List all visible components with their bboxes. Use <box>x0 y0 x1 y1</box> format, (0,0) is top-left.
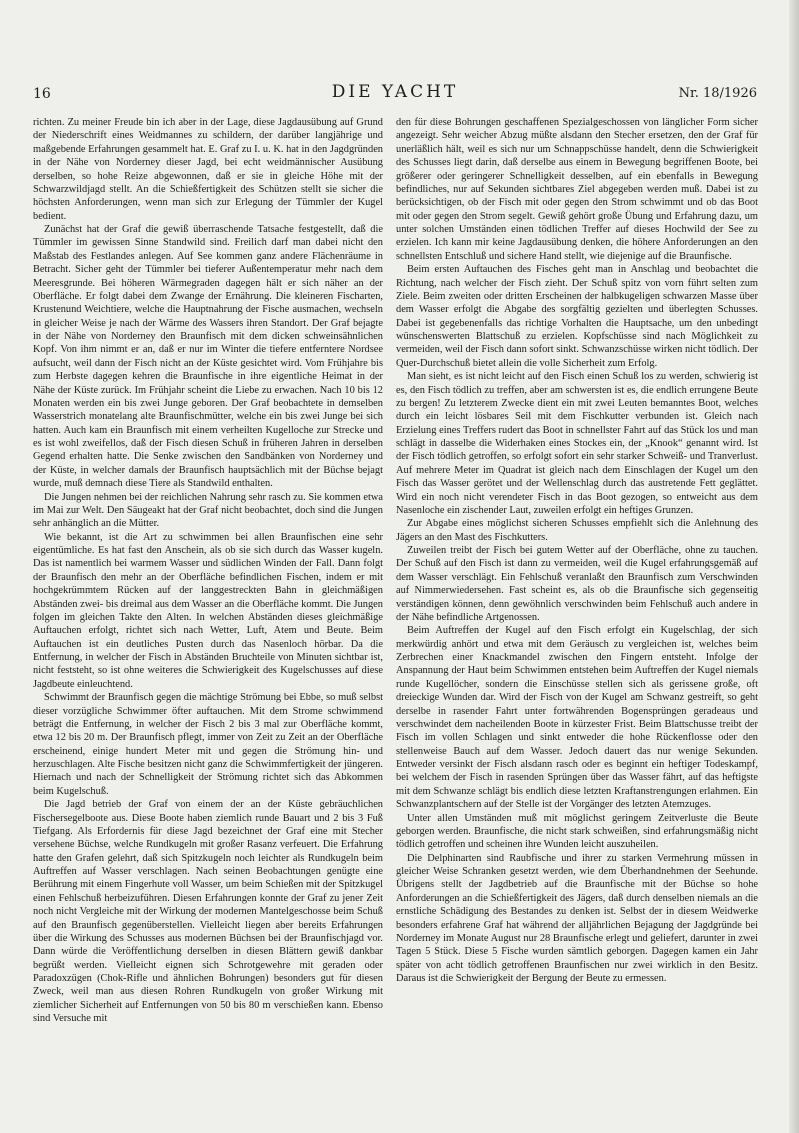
paragraph: Die Delphinarten sind Raubfische und ihrer zu starken Vermehrung müssen in gleicher Weise Schranken gesetzt werden, wie dem Überhandnehmen der Seehunde. Übrigens stellt der Jagdbetrieb auf die Braunfische mit der Büchse so hohe Anforderungen an die Schießfertigkeit des Jägers, daß durch denselben niemals an die ernstliche Schädigung des Bestandes zu denken ist. Selbst der in diesem Weidwerke besonders erfahrene Graf hat während der alljährlichen Bejagung der Jagdgründe bei Norderney im Monate August nur 28 Braunfische erlegt und geliefert, darunter in zwei Tagen 5 Stück. Diese 5 Fische wurden sämtlich geborgen. Dagegen kamen ein Jahr später von acht tödlich getroffenen Braunfischen nur zwei wirklich in den Besitz. Daraus ist die Schwierigkeit der Bergung der Beute zu ermessen. <box>396 852 758 984</box>
paragraph: richten. Zu meiner Freude bin ich aber in der Lage, diese Jagdausübung auf Grund der Niederschrift eines Weidmannes zu schildern, der darüber langjährige und maßgebende Erfahrungen gesammelt hat. E. Graf zu I. u. K. hat in den Jagdgründen in der Nähe von Norderney dieser Jagd, bei echt weidmännischer Ausübung derselben, so hohe Reize abgewonnen, daß er sie in gleiche Höhe mit der Schwarzwildjagd stellt. An die Schießfertigkeit des Schützen stellt sie sicher die höchsten Anforderungen, wenn man sich zur Erlegung der Tümmler der Kugel bedient. <box>33 117 383 222</box>
page-header <box>33 82 757 108</box>
paragraph: Zunächst hat der Graf die gewiß überraschende Tatsache festgestellt, daß die Tümmler im gewissen Sinne Standwild sind. Freilich darf man dabei nicht den Maßstab des Festlandes anlegen. Auf See kommen ganz andere Flächenräume in Betracht. Sicher geht der Tümmler bei tieferer Außentemperatur mehr nach dem Meeresgrunde. Bei höheren Wärmegraden dagegen hält er sich näher an der Oberfläche. Er folgt dabei dem Zwange der Ernährung. Die kleineren Fischarten, Krustenund Weichtiere, welche die Hauptnahrung der Fische ausmachen, wechseln in gleicher Weise je nach der Wärme des Wassers ihren Standort. Der Graf bejagte in der Nähe von Norderney den Braunfisch mit dem dicken schweinsähnlichen Kopf. Von ihm nimmt er an, daß er nur im Winter die tiefere entferntere Nordsee aufsucht, weil dann der Fisch nicht an der Küste gesichtet wird. Vom Frühjahre bis zum Herbste dagegen kehren die Braunfische in ihre eigentliche Heimat in der Nähe der Küste zurück. Im Frühjahr scheint die Liebe zu erwachen. Nach 10 bis 12 Monaten werden ein bis zwei Junge geboren. Der Graf beobachtete in demselben Wasserstrich monatelang alte Braunfischmütter, welche ein bis zwei Junge bei sich hatten. Auch kam ein Braunfisch mit einem verheilten Kugelloche zur Strecke und es ist wohl zweifellos, daß der Fisch diesen Schuß in früheren Jahren in derselben Gegend erhalten hatte. Die Senke zwischen den Sandbänken von Norderney und der Küste, in welcher damals der Braunfisch hauptsächlich mit der Büchse bejagt wurde, muß demnach diese Tiere als Standwild enthalten. <box>33 224 383 490</box>
paragraph: den für diese Bohrungen geschaffenen Spezialgeschossen von länglicher Form sicher angezeigt. Sehr weicher Abzug müßte alsdann den Stecher ersetzen, den der Graf für unerläßlich hält, weil es sich nur um Schnappschüsse handelt, denn die Schwierigkeit des Schusses liegt darin, daß derselbe aus einem in Bewegung begriffenen Boote, bei größerer oder geringerer Schnelligkeit desselben, auf ein ebenfalls in Bewegung befindliches, nur auf Sekunden sichtbares Ziel abgegeben werden muß. Dabei ist zu berücksichtigen, ob der Fisch mit oder gegen den Strom schwimmt und ob das Boot mit oder gegen den Strom segelt. Gewiß gehört große Übung und Erfahrung dazu, um unter solchen Umständen einen tödlichen Treffer auf dieses Hochwild der See zu erzielen. Ich kann mir keine Jagdausübung denken, die höhere Anforderungen an den schnellsten Entschluß und sichere Hand stellt, wie diejenige auf die Braunfische. <box>396 117 758 262</box>
page-number: 16 <box>33 86 51 102</box>
paragraph: Die Jungen nehmen bei der reichlichen Nahrung sehr rasch zu. Sie kommen etwa im Mai zur Welt. Den Säugeakt hat der Graf nicht beobachtet, doch sind die Jungen sehr anhänglich an die Mütter. <box>33 491 383 530</box>
paragraph: Wie bekannt, ist die Art zu schwimmen bei allen Braunfischen eine sehr eigentümliche. Es hat fast den Anschein, als ob sie sich durch das Wasser kugeln. Das ist namentlich bei warmem Wasser und südlichen Winden der Fall. Dann folgt der Braunfisch den mehr an der Oberfläche befindlichen Fischen, indem er mit hochgekrümmtem Rücken auf der langgestreckten Bahn in gleichmäßigen Abständen zwei- bis dreimal aus dem Wasser an die Oberfläche kommt. Die Jungen folgen im gleichen Takte den Alten. In welchen Abständen dieses gleichmäßige Auftauchen erfolgt, richtet sich nach Wetter, Luft, Atem und Beute. Beim Auftauchen ist ein deutliches Pusten durch das Nasenloch hörbar. Da die Entfernung, in welcher der Fisch in Abständen Bruchteile von Minuten sichtbar ist, nicht feststeht, so ist ohne weiteres die Schwierigkeit des Kugelschusses auf diese Jagdbeute einleuchtend. <box>33 531 383 690</box>
paragraph: Beim Auftreffen der Kugel auf den Fisch erfolgt ein Kugelschlag, der sich merkwürdig anhört und etwa mit dem Geräusch zu vergleichen ist, welches beim Zerbrechen einer Knackmandel zwischen den Fingern entsteht. Infolge der Anspannung der Haut beim Schwimmen entstehen beim Auftreffen der Kugel niemals runde Kugellöcher, sondern die Einschüsse stellen sich als gerissene große, oft dreieckige Wunden dar. Wird der Fisch von der Kugel am Schwanz gestreift, so geht derselbe in rasender Fahrt unter fortwährenden Bogensprüngen geradeaus und verschwindet dem nacheilenden Boote in kürzester Frist. Beim Blattschusse treibt der Fisch im vollen Schlagen und sinkt entweder die hohe Rückenflosse oder den stellenweise Bauch auf dem Wasser. Jedoch dauert das nur wenige Sekunden. Entweder versinkt der Fisch alsdann rasch oder es beginnt ein heftiger Todeskampf, bei welchem der Fisch in rasenden Sprüngen über das Wasser fährt, auf das heftigste mit dem Schwanze schlägt bis endlich diese letzten Kraftanstrengungen erlahmen. Ein Schwanzplantschern auf der Stelle ist der Vorgänger des letzten Atemzuges. <box>396 625 758 811</box>
article-column-right <box>396 116 758 1116</box>
paragraph: Schwimmt der Braunfisch gegen die mächtige Strömung bei Ebbe, so muß selbst dieser vorzügliche Schwimmer öfter auftauchen. Mit dem Strome schwimmend beträgt die Entfernung, in welcher der Fisch 2 bis 3 mal zur Oberfläche kommt, etwa 12 bis 20 m. Der Braunfisch pflegt, immer von Zeit zu Zeit an der Oberfläche erscheinend, einige hundert Meter mit und gegen die Strömung hin- und herzuschlagen. Alte Fische besitzen nicht ganz die Schwimmfertigkeit der jüngeren. Hiernach und nach der Schnelligkeit der Strömung richtet sich das Abkommen beim Kugelschuß. <box>33 692 383 797</box>
paragraph: Unter allen Umständen muß mit möglichst geringem Zeitverluste die Beute geborgen werden. Braunfische, die nicht stark schweißen, sind erfahrungsmäßig nicht tödlich getroffen und scheinen ihre Wunden leicht auszuheilen. <box>396 812 758 851</box>
page-edge-shadow <box>789 0 799 1133</box>
paragraph: Beim ersten Auftauchen des Fisches geht man in Anschlag und beobachtet die Richtung, nach welcher der Fisch zieht. Der Schuß spitz von vorn führt selten zum Ziele. Beim zweiten oder dritten Erscheinen der halbkugeligen schwarzen Masse über dem Wasser erfolgt die Abgabe des sorgfältig gezielten und überlegten Schusses. Dabei ist gegebenenfalls das richtige Vorhalten die Hauptsache, um den unbedingt wünschenswerten Blattschuß zu erzielen. Kopfschüsse sind nach Möglichkeit zu vermeiden, weil der Fisch dann sofort sinkt. Schwanzschüsse wirken nicht tödlich. Der Quer-Durchschuß bietet allein die volle Sicherheit zum Erfolg. <box>396 264 758 369</box>
paragraph: Zuweilen treibt der Fisch bei gutem Wetter auf der Oberfläche, ohne zu tauchen. Der Schuß auf den Fisch ist dann zu vermeiden, weil die Kugel erfahrungsgemäß auf dem Wasser verschlägt. Ein Fehlschuß veranlaßt den Braunfisch zum Verschwinden auf Nimmerwiedersehen. Fast scheint es, als ob die Braunfische sich gegenseitig verständigen können, denn gewöhnlich verschwinden beim Fehlschuß auch andere in der Nähe befindliche Artgenossen. <box>396 545 758 623</box>
paragraph: Man sieht, es ist nicht leicht auf den Fisch einen Schuß los zu werden, schwierig ist es, den Fisch tödlich zu treffen, aber am schwersten ist es, die endlich errungene Beute zu bergen! Zu letzterem Zwecke dient ein mit zwei Leuten bemanntes Boot, welches durch ein leicht lösbares Seil mit dem Fischkutter verbunden ist. Gleich nach Erzielung eines Treffers rudert das Boot in schnellster Fahrt auf das Stück los und man schlägt in dasselbe die Widerhaken eines Stockes ein, der „Knook“ genannt wird. Ist der Fisch tödlich getroffen, so erfolgt sofort ein sehr starker Schweiß- und Tranverlust. Auf mehrere Meter im Quadrat ist gleich nach dem Einschlagen der Kugel um den Fisch das Wasser gerötet und der Wellenschlag durch das austretende Fett geglättet. Wird ein noch nicht verendeter Fisch in das Boot gezogen, so entweicht aus dem Nasenloche ein zischender Laut, zuweilen erfolgt ein heftiges Grunzen. <box>396 371 758 516</box>
paragraph: Die Jagd betrieb der Graf von einem der an der Küste gebräuchlichen Fischersegelboote aus. Diese Boote haben ziemlich runde Bauart und 2 bis 3 Fuß Tiefgang. Als Erfordernis für diese Jagd bezeichnet der Graf eine mit Stecher versehene Büchse, welche Rundkugeln mit großer Rasanz verfeuert. Die Erfahrung hatte den Grafen gelehrt, daß sich Spitzkugeln noch leichter als Rundkugeln beim Auftreffen auf Wasser verschlagen. Nach seinen Beobachtungen genügte eine Berührung mit einem Fingerhute voll Wasser, um beim Schießen mit der Spitzkugel einen Fehlschuß herbeizuführen. Diesen Erfahrungen konnte der Graf zu jener Zeit noch nicht Vergleiche mit der Wirkung der modernen Mantelgeschosse beim Schuß auf den Braunfisch gegenüberstellen. Vielleicht liegen aber bereits Erfahrungen über die Wirkung des Schusses aus modernen Büchsen bei der Braunfischjagd vor. Dann würde die Veröffentlichung derselben in diesen Blättern gewiß dankbar begrüßt werden. Vielleicht eignen sich Schrotgewehre mit geraden oder Paradoxzügen (Chok-Rifle und ähnlichen Bohrungen) besonders gut für diesen Zweck, weil man aus diesen Rohren Rundkugeln von großer Wirkung mit ziemlicher Sicherheit auf Entfernungen von 50 bis 80 m verschießen kann. Ebenso sind Versuche mit <box>33 799 383 1025</box>
magazine-title: DIE YACHT <box>331 82 459 102</box>
issue-number: Nr. 18/1926 <box>678 86 757 101</box>
article-column-left <box>33 116 383 1116</box>
paragraph: Zur Abgabe eines möglichst sicheren Schusses empfiehlt sich die Anlehnung des Jägers an den Mast des Fischkutters. <box>396 518 758 543</box>
